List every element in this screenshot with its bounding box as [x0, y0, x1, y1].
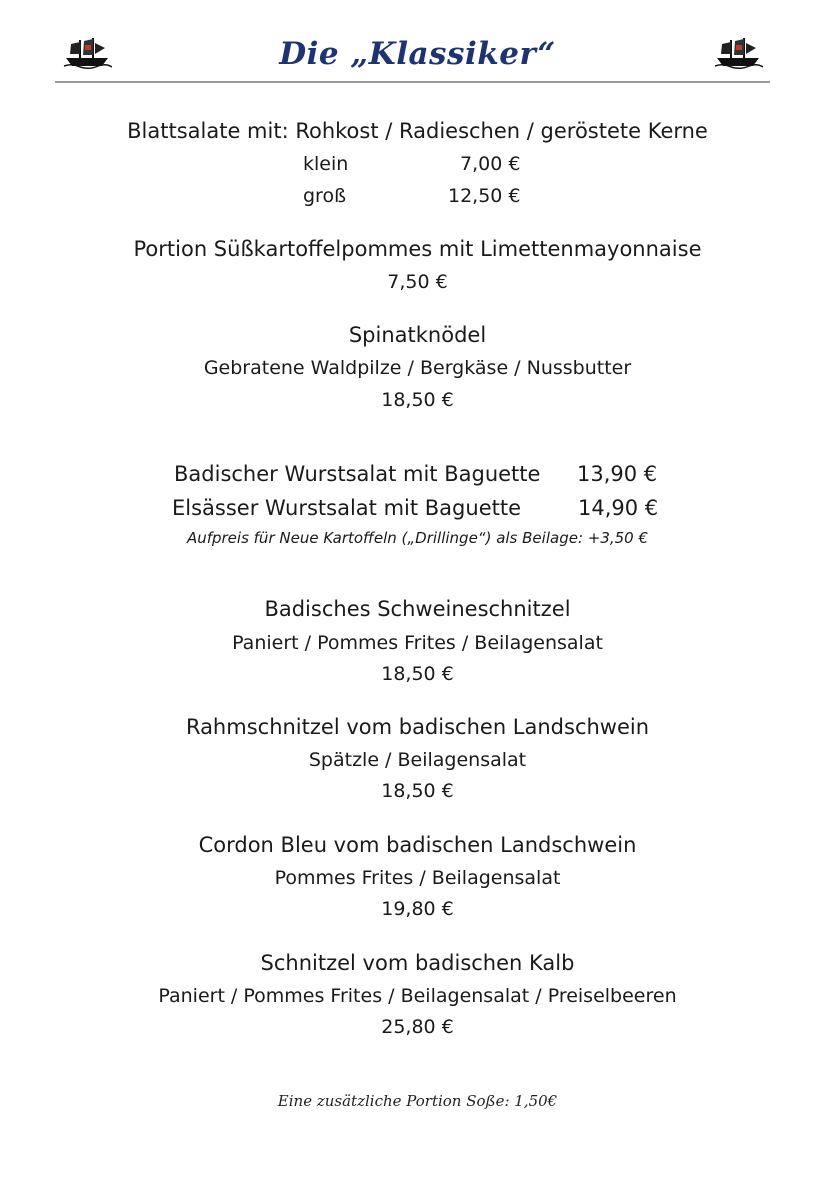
- pirate-ship-icon: [713, 36, 763, 70]
- size-small-price: 7,00 €: [460, 153, 521, 175]
- dish-rahmschnitzel-price: 18,50 €: [381, 780, 454, 802]
- dish-cordon-bleu-name: Cordon Bleu vom badischen Landschwein: [198, 833, 637, 857]
- dish-rahmschnitzel-name: Rahmschnitzel vom badischen Landschwein: [185, 715, 650, 739]
- dish-sweet-potato-price: 7,50 €: [387, 271, 448, 293]
- page-title: Die „Klassiker“: [279, 36, 556, 72]
- dish-kalbsschnitzel-desc: Paniert / Pommes Frites / Beilagensalat / Preiselbeeren: [158, 985, 677, 1007]
- dish-sweet-potato-name: Portion Süßkartoffelpommes mit Limettenmayonnaise: [133, 237, 702, 261]
- dish-elsaesser-wurstsalat-price: 14,90 €: [578, 496, 659, 520]
- header-divider: [55, 81, 770, 83]
- size-small-label: klein: [303, 153, 349, 175]
- dish-kalbsschnitzel-name: Schnitzel vom badischen Kalb: [260, 951, 575, 975]
- dish-cordon-bleu-desc: Pommes Frites / Beilagensalat: [274, 867, 561, 889]
- dish-elsaesser-wurstsalat-name: Elsässer Wurstsalat mit Baguette: [172, 496, 522, 520]
- dish-schweineschnitzel-name: Badisches Schweineschnitzel: [264, 597, 571, 621]
- dish-schweineschnitzel-desc: Paniert / Pommes Frites / Beilagensalat: [232, 632, 603, 654]
- dish-salad-name: Blattsalate mit: Rohkost / Radieschen / geröstete Kerne: [127, 119, 708, 143]
- size-large-label: groß: [303, 185, 347, 207]
- dish-schweineschnitzel-price: 18,50 €: [381, 663, 454, 685]
- dish-rahmschnitzel-desc: Spätzle / Beilagensalat: [308, 749, 527, 771]
- dish-badischer-wurstsalat-price: 13,90 €: [577, 462, 658, 486]
- footer-sauce-note: Eine zusätzliche Portion Soße: 1,50€: [277, 1092, 558, 1110]
- dish-kalbsschnitzel-price: 25,80 €: [381, 1016, 454, 1038]
- dish-cordon-bleu-price: 19,80 €: [381, 898, 454, 920]
- dish-spinach-desc: Gebratene Waldpilze / Bergkäse / Nussbutter: [203, 357, 632, 379]
- size-large-price: 12,50 €: [448, 185, 521, 207]
- wurstsalat-surcharge-note: Aufpreis für Neue Kartoffeln („Drillinge“) als Beilage: +3,50 €: [186, 529, 649, 547]
- dish-badischer-wurstsalat-name: Badischer Wurstsalat mit Baguette: [174, 462, 541, 486]
- dish-spinach-price: 18,50 €: [381, 389, 454, 411]
- dish-spinach-name: Spinatknödel: [348, 323, 487, 347]
